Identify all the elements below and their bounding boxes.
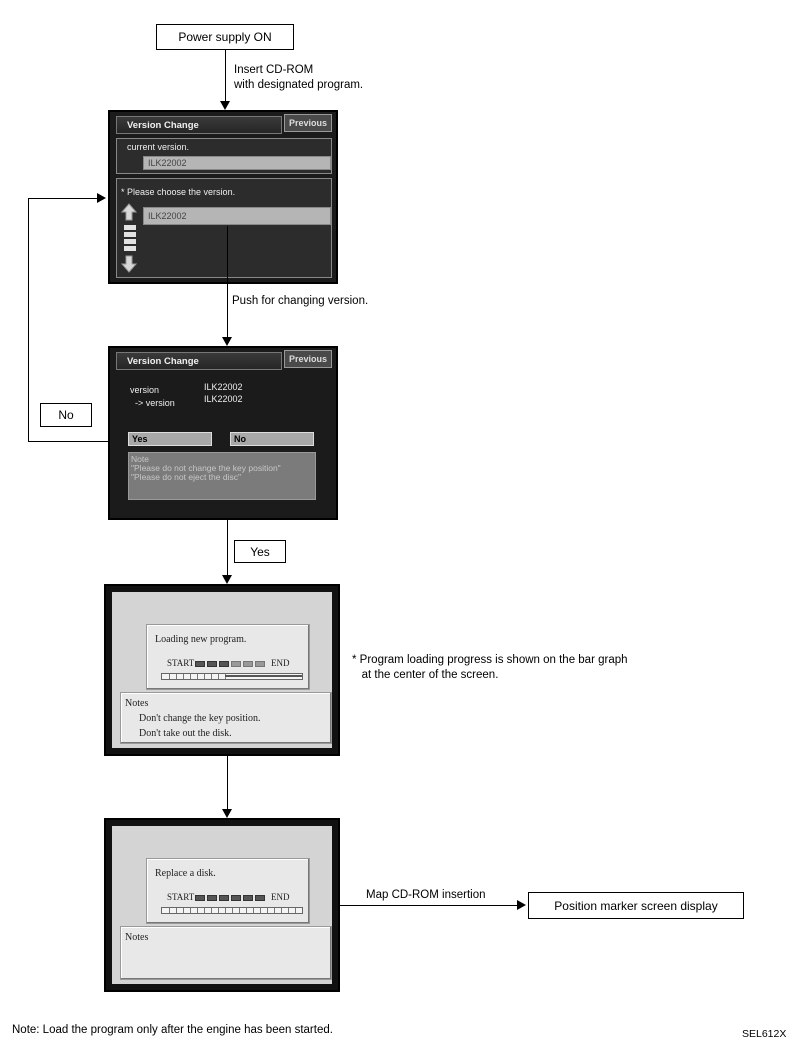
notes-panel	[120, 692, 332, 744]
version-confirm-screen	[108, 346, 338, 520]
progress-segment	[219, 895, 229, 901]
progress-segment	[231, 661, 241, 667]
notes-panel	[120, 926, 332, 980]
progress-segment	[243, 661, 253, 667]
replace-message: Replace a disk.	[155, 868, 216, 879]
scroll-up-icon[interactable]	[121, 203, 137, 221]
progress-remaining	[225, 675, 302, 677]
progress-cell-divider	[204, 908, 205, 913]
yes-label: Yes	[250, 544, 270, 559]
screen-title: Version Change	[116, 352, 282, 370]
connector-screen2-screen3	[227, 520, 228, 576]
connector-start-screen1	[225, 50, 226, 102]
current-version-field: ILK22002	[143, 156, 331, 170]
progress-cell-divider	[274, 908, 275, 913]
figure-code: SEL612X	[742, 1028, 787, 1040]
to-version-value: ILK22002	[204, 394, 243, 404]
position-marker-box	[528, 892, 744, 919]
progress-cell-divider	[169, 908, 170, 913]
connector-screen1-screen2	[227, 226, 228, 338]
connector-screen3-screen4	[227, 756, 228, 810]
scrollbar-track-icon[interactable]	[124, 225, 136, 253]
progress-cell-divider	[197, 908, 198, 913]
progress-segments	[195, 661, 265, 669]
yes-box	[234, 540, 286, 563]
arrow-right-icon	[517, 900, 526, 910]
progress-cell-divider	[288, 908, 289, 913]
end-label: END	[271, 892, 290, 902]
loading-message: Loading new program.	[155, 634, 247, 645]
previous-button[interactable]: Previous	[284, 114, 332, 132]
progress-cell-divider	[211, 908, 212, 913]
progress-cell-divider	[183, 674, 184, 679]
version-value: ILK22002	[204, 382, 243, 392]
start-label: START	[167, 658, 195, 668]
arrow-down-icon	[220, 101, 230, 110]
replace-panel	[146, 858, 310, 924]
progress-bar	[161, 673, 303, 680]
previous-button[interactable]: Previous	[284, 350, 332, 368]
progress-cell-divider	[218, 674, 219, 679]
progress-segment	[255, 661, 265, 667]
arrow-down-icon	[222, 337, 232, 346]
progress-cell-divider	[225, 908, 226, 913]
position-marker-label: Position marker screen display	[554, 898, 718, 913]
current-version-label: current version.	[127, 142, 190, 152]
note-take-out-disk: Don't take out the disk.	[139, 728, 232, 739]
version-label: version	[130, 385, 160, 395]
progress-cell-divider	[176, 908, 177, 913]
progress-cell-divider	[190, 674, 191, 679]
power-supply-on-box	[156, 24, 294, 50]
start-label: START	[167, 892, 195, 902]
version-change-screen	[108, 110, 338, 284]
note-key-position: Don't change the key position.	[139, 713, 261, 724]
scroll-down-icon[interactable]	[121, 255, 137, 273]
connector-screen4-end	[340, 905, 518, 906]
push-changing-version-label: Push for changing version.	[232, 295, 369, 307]
version-option[interactable]: ILK22002	[143, 207, 331, 225]
progress-cell-divider	[211, 674, 212, 679]
loading-panel	[146, 624, 310, 690]
progress-segment	[207, 895, 217, 901]
map-cdrom-label: Map CD-ROM insertion	[366, 889, 486, 901]
progress-segment	[243, 895, 253, 901]
loading-progress-note: * Program loading progress is shown on the bar graph at the center of the screen.	[352, 654, 628, 681]
current-version-panel	[116, 138, 332, 174]
no-loop-bottom	[28, 441, 109, 442]
progress-segment	[219, 661, 229, 667]
progress-segment	[195, 895, 205, 901]
progress-cell-divider	[246, 908, 247, 913]
no-box	[40, 403, 92, 427]
note-text: Note "Please do not change the key position" "Please do not eject the disc"	[131, 454, 281, 482]
progress-cell-divider	[253, 908, 254, 913]
progress-cell-divider	[267, 908, 268, 913]
footer-note: Note: Load the program only after the engine has been started.	[12, 1024, 333, 1036]
no-button[interactable]: No	[230, 432, 314, 446]
progress-segment	[207, 661, 217, 667]
progress-cell-divider	[169, 674, 170, 679]
notes-title: Notes	[125, 932, 149, 943]
no-loop-left	[28, 198, 29, 442]
progress-cell-divider	[281, 908, 282, 913]
power-supply-on-label: Power supply ON	[178, 30, 272, 44]
progress-cell-divider	[218, 908, 219, 913]
no-label: No	[58, 408, 74, 422]
progress-cell-divider	[232, 908, 233, 913]
progress-segment	[195, 661, 205, 667]
end-label: END	[271, 658, 290, 668]
screen-title: Version Change	[116, 116, 282, 134]
progress-cell-divider	[197, 674, 198, 679]
arrow-down-icon	[222, 809, 232, 818]
progress-cell-divider	[204, 674, 205, 679]
loading-screen	[104, 584, 340, 756]
yes-button[interactable]: Yes	[128, 432, 212, 446]
note-panel	[128, 452, 316, 500]
progress-cell-divider	[176, 674, 177, 679]
progress-segments	[195, 895, 265, 903]
insert-cdrom-label: Insert CD-ROM with designated program.	[234, 64, 364, 91]
replace-disk-screen	[104, 818, 340, 992]
progress-cell-divider	[295, 908, 296, 913]
progress-segment	[231, 895, 241, 901]
progress-cell-divider	[260, 908, 261, 913]
to-version-label: -> version	[130, 398, 175, 408]
progress-bar	[161, 907, 303, 914]
progress-segment	[255, 895, 265, 901]
progress-cell-divider	[239, 908, 240, 913]
choose-version-panel	[116, 178, 332, 278]
notes-title: Notes	[125, 698, 149, 709]
choose-version-label: * Please choose the version.	[121, 187, 236, 197]
progress-cell-divider	[183, 908, 184, 913]
arrow-right-icon	[97, 193, 106, 203]
progress-cell-divider	[190, 908, 191, 913]
no-loop-top	[28, 198, 98, 199]
arrow-down-icon	[222, 575, 232, 584]
